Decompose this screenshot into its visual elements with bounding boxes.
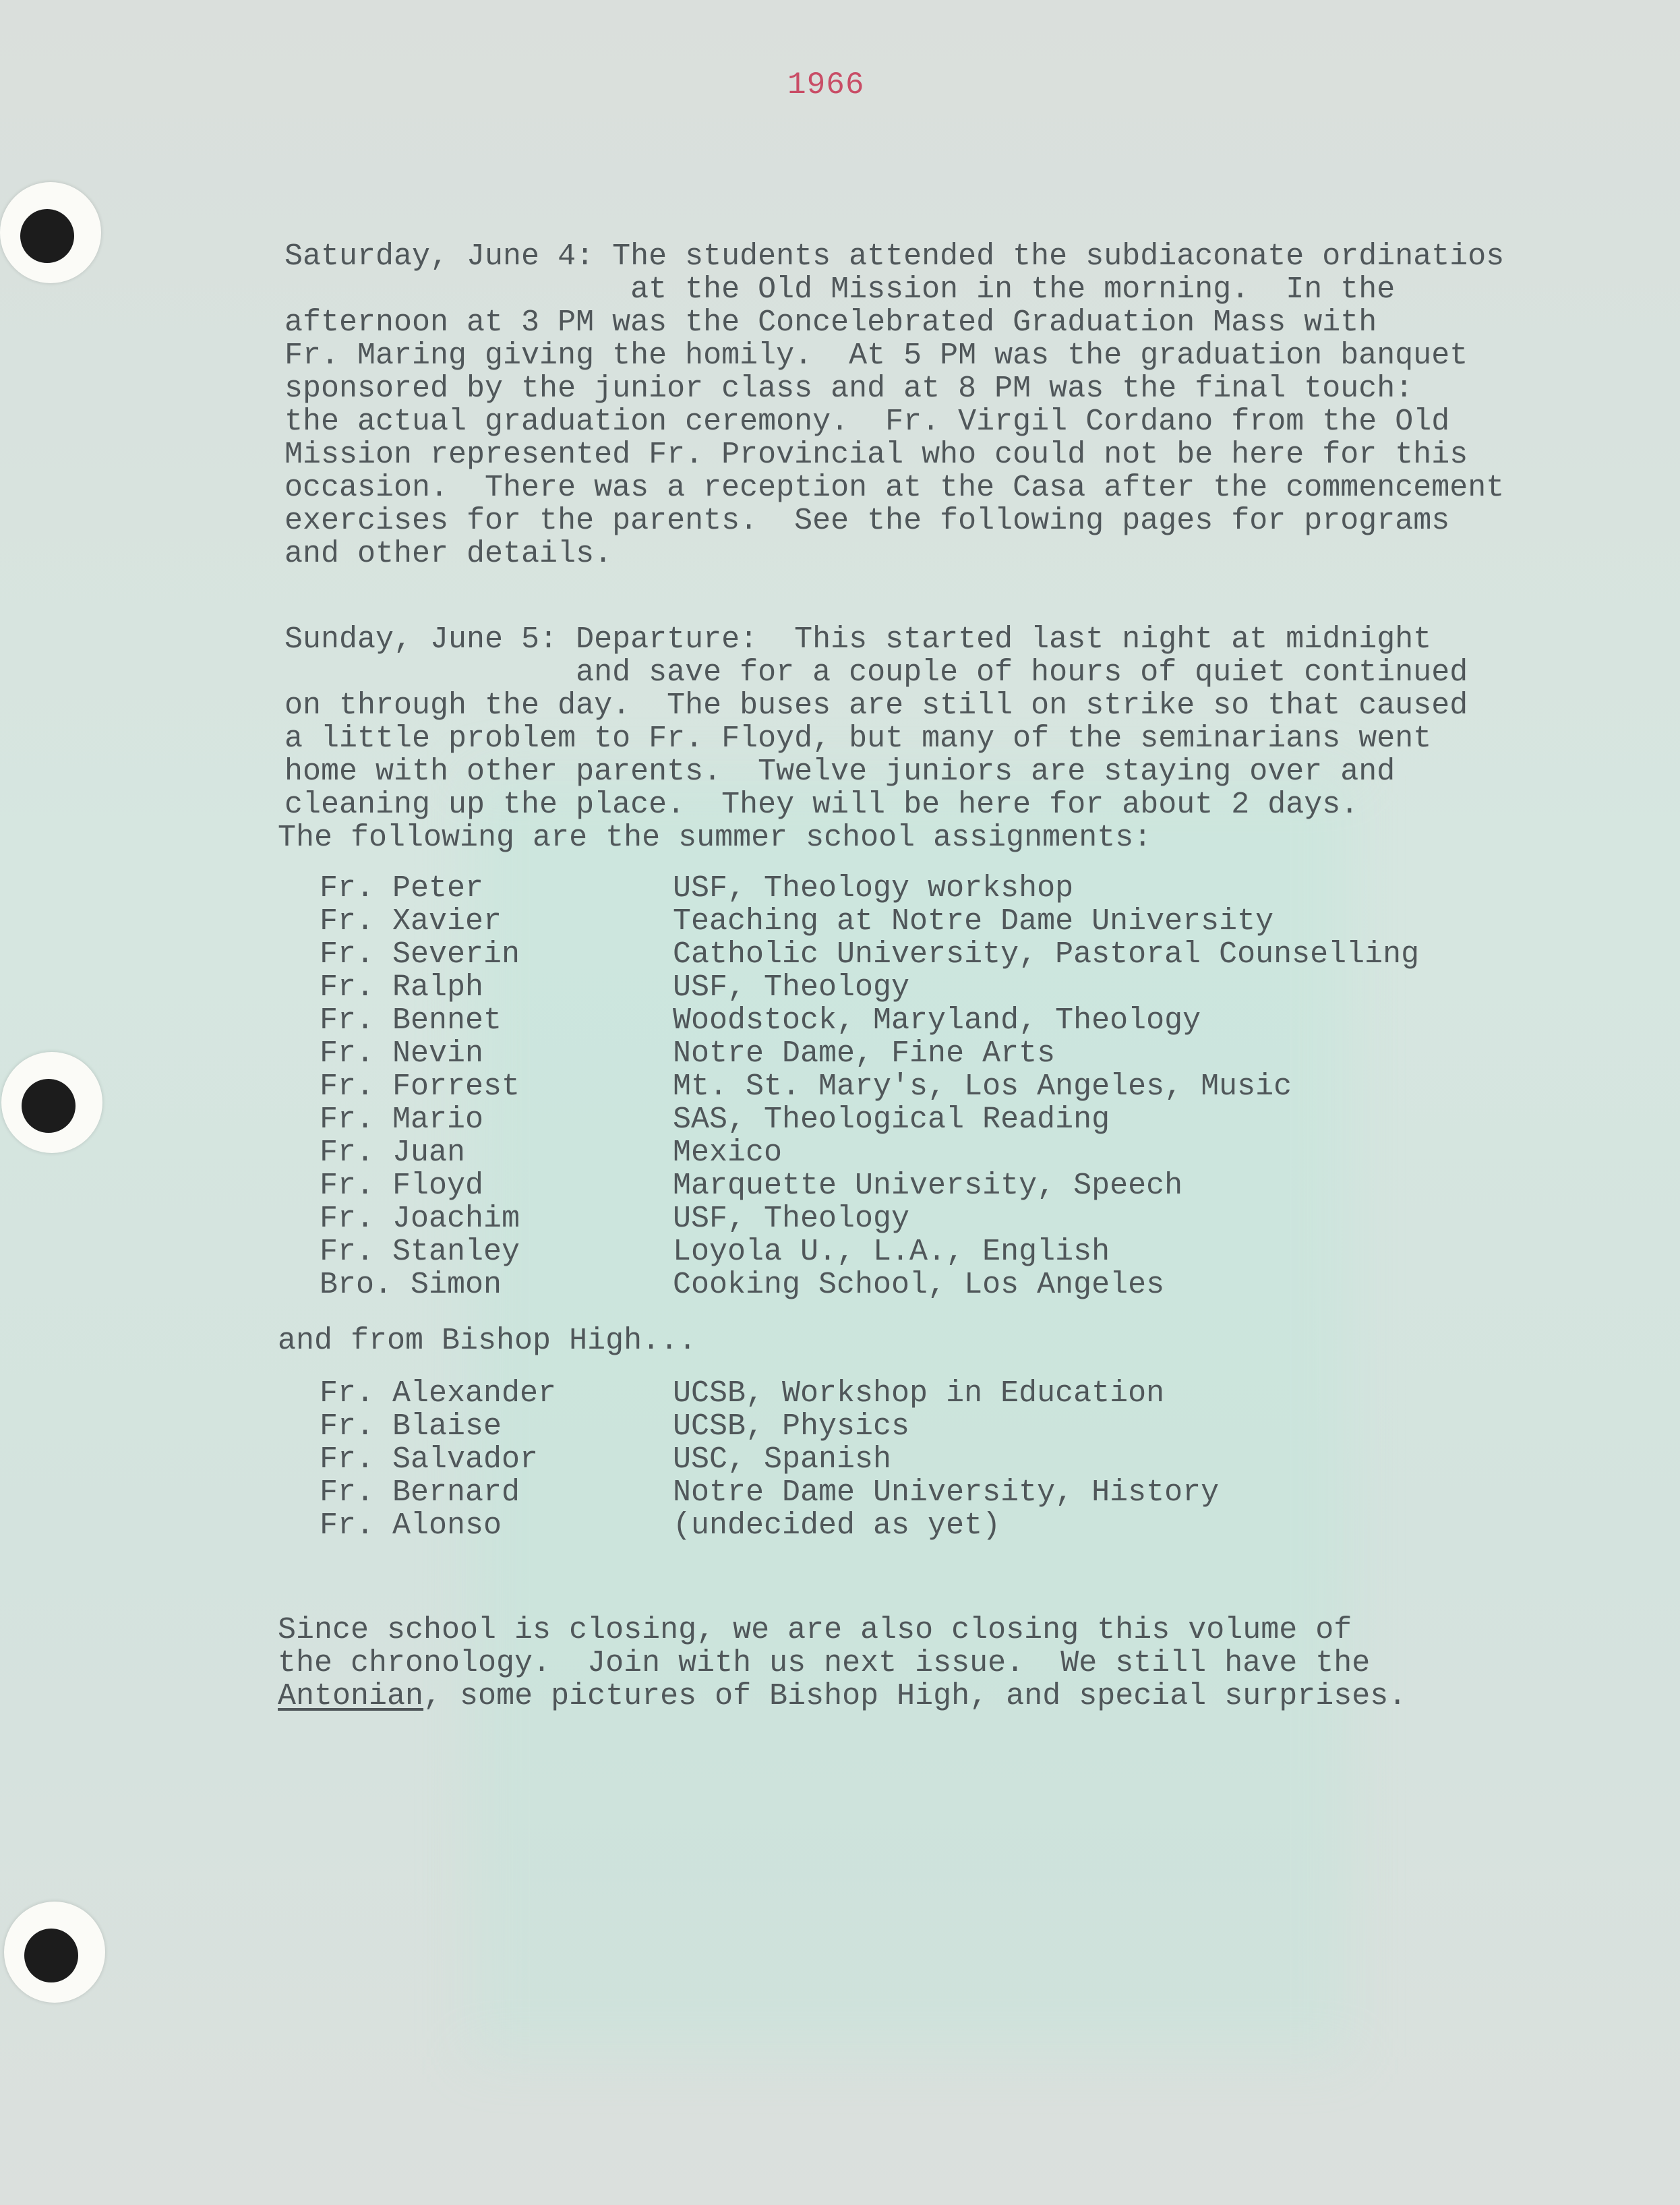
assignee-name: Fr. Blaise [320, 1409, 502, 1444]
punch-hole-bottom [4, 1902, 105, 2003]
assignment-detail: USF, Theology workshop [673, 871, 1074, 906]
bishop-high-intro: and from Bishop High... [278, 1324, 697, 1358]
assignee-name: Fr. Severin [320, 937, 520, 972]
assignment-detail: Cooking School, Los Angeles [673, 1268, 1165, 1302]
punch-hole-middle [1, 1052, 102, 1153]
entry-line: exercises for the parents. See the following pages for programs [284, 504, 1450, 538]
assignment-detail: USF, Theology [673, 1202, 910, 1236]
assignment-detail: UCSB, Workshop in Education [673, 1376, 1165, 1411]
assignment-detail: Loyola U., L.A., English [673, 1235, 1110, 1269]
entry-line: The following are the summer school assignments: [278, 821, 1152, 855]
assignment-detail: USC, Spanish [673, 1442, 892, 1477]
assignee-name: Fr. Salvador [320, 1442, 539, 1477]
entry-line: cleaning up the place. They will be here for about 2 days. [284, 788, 1359, 822]
assignment-detail: Catholic University, Pastoral Counselling [673, 937, 1420, 972]
assignee-name: Fr. Nevin [320, 1036, 484, 1071]
assignee-name: Fr. Stanley [320, 1235, 520, 1269]
assignment-detail: Teaching at Notre Dame University [673, 904, 1274, 939]
assignment-detail: USF, Theology [673, 970, 910, 1005]
page-year: 1966 [787, 67, 865, 102]
entry-line: occasion. There was a reception at the Casa after the commencement [284, 471, 1505, 505]
closing-line-rest: , some pictures of Bishop High, and special surprises. [423, 1679, 1407, 1713]
punch-hole-top [0, 182, 101, 283]
entry-line: sponsored by the junior class and at 8 PM was the final touch: [284, 372, 1414, 406]
entry-line: the actual graduation ceremony. Fr. Virgil Cordano from the Old [284, 405, 1450, 439]
assignee-name: Fr. Juan [320, 1136, 466, 1170]
closing-line [278, 1680, 1406, 1713]
assignment-detail: Notre Dame, Fine Arts [673, 1036, 1056, 1071]
assignee-name: Bro. Simon [320, 1268, 502, 1302]
assignment-detail: Mt. St. Mary's, Los Angeles, Music [673, 1069, 1292, 1104]
entry-line: Mission represented Fr. Provincial who could not be here for this [284, 438, 1468, 472]
assignee-name: Fr. Bernard [320, 1475, 520, 1510]
assignment-detail: Mexico [673, 1136, 783, 1170]
assignee-name: Fr. Bennet [320, 1003, 502, 1038]
entry-line: and other details. [284, 537, 613, 571]
assignee-name: Fr. Mario [320, 1102, 484, 1137]
entry-line: Sunday, June 5: Departure: This started last night at midnight [284, 622, 1432, 657]
assignee-name: Fr. Floyd [320, 1169, 484, 1203]
assignee-name: Fr. Forrest [320, 1069, 520, 1104]
assignment-detail: SAS, Theological Reading [673, 1102, 1110, 1137]
assignment-detail: Notre Dame University, History [673, 1475, 1220, 1510]
entry-line: Saturday, June 4: The students attended the subdiaconate ordinatios [284, 239, 1505, 274]
entry-line: on through the day. The buses are still on strike so that caused [284, 688, 1468, 723]
entry-line: home with other parents. Twelve juniors are staying over and [284, 755, 1396, 789]
closing-line: the chronology. Join with us next issue. We still have the [278, 1646, 1371, 1680]
entry-line: afternoon at 3 PM was the Concelebrated Graduation Mass with [284, 305, 1377, 340]
entry-line: Fr. Maring giving the homily. At 5 PM was the graduation banquet [284, 339, 1468, 373]
assignment-detail: Marquette University, Speech [673, 1169, 1183, 1203]
assignment-detail: UCSB, Physics [673, 1409, 910, 1444]
assignee-name: Fr. Alonso [320, 1508, 502, 1543]
assignment-detail: (undecided as yet) [673, 1508, 1001, 1543]
entry-line: and save for a couple of hours of quiet continued [284, 655, 1468, 690]
assignee-name: Fr. Ralph [320, 970, 484, 1005]
assignee-name: Fr. Alexander [320, 1376, 557, 1411]
publication-title: Antonian [278, 1679, 424, 1713]
entry-line: a little problem to Fr. Floyd, but many of the seminarians went [284, 722, 1432, 756]
assignee-name: Fr. Xavier [320, 904, 502, 939]
entry-line: at the Old Mission in the morning. In the [284, 272, 1396, 307]
assignee-name: Fr. Joachim [320, 1202, 520, 1236]
assignee-name: Fr. Peter [320, 871, 484, 906]
closing-line: Since school is closing, we are also closing this volume of [278, 1613, 1352, 1647]
assignment-detail: Woodstock, Maryland, Theology [673, 1003, 1201, 1038]
